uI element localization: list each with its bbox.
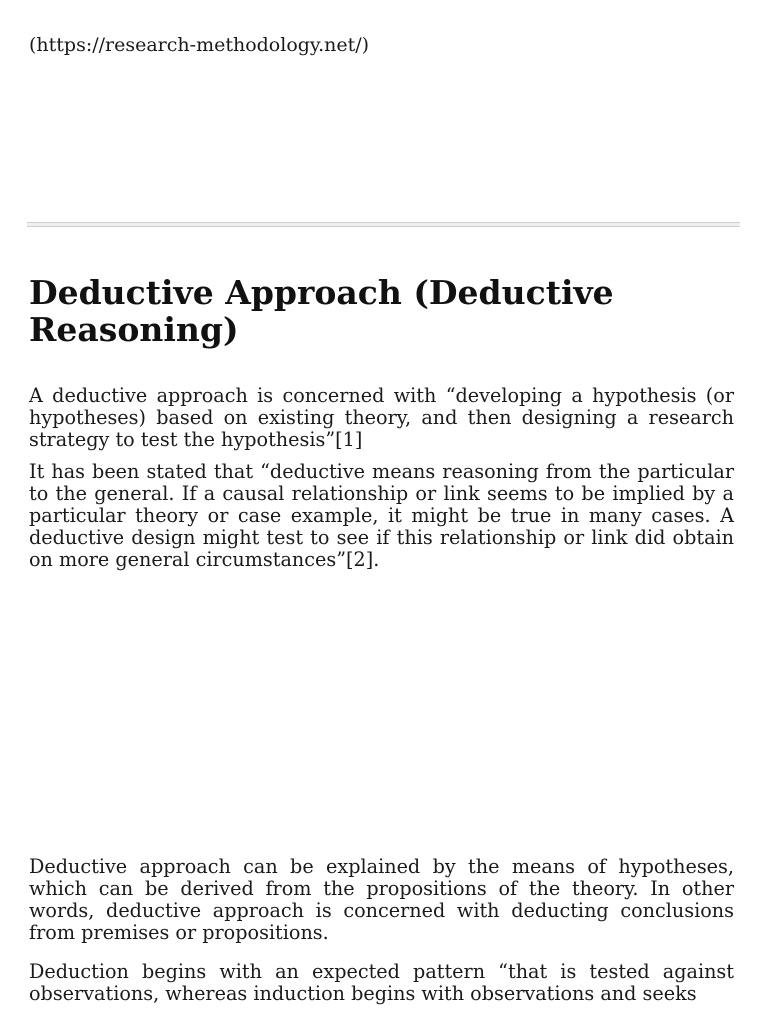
article-title: Deductive Approach (Deductive Reasoning)	[29, 273, 614, 349]
section-divider	[27, 222, 740, 227]
paragraph-hypotheses: Deductive approach can be explained by the means of hypotheses, which can be derived from the propositions of the theory. In other words, deductive approach is concerned with deducting conclusions from premises or propositions.	[29, 855, 734, 944]
paragraph-definition: A deductive approach is concerned with “developing a hypothesis (or hypotheses) based on existing theory, and then designing a research strategy to test the hypothesis”[1]	[29, 384, 734, 451]
paragraph-reasoning: It has been stated that “deductive means reasoning from the particular to the general. If a causal relationship or link seems to be implied by a particular theory or case example, it might be true in many cases. A deductive design might test to see if this relationship or link did obtain on more general circumstances”[2].	[29, 460, 734, 571]
source-link[interactable]: (https://research-methodology.net/)	[29, 34, 370, 56]
paragraph-deduction-pattern: Deduction begins with an expected pattern “that is tested against observations, whereas induction begins with observations and seeks	[29, 960, 734, 1005]
